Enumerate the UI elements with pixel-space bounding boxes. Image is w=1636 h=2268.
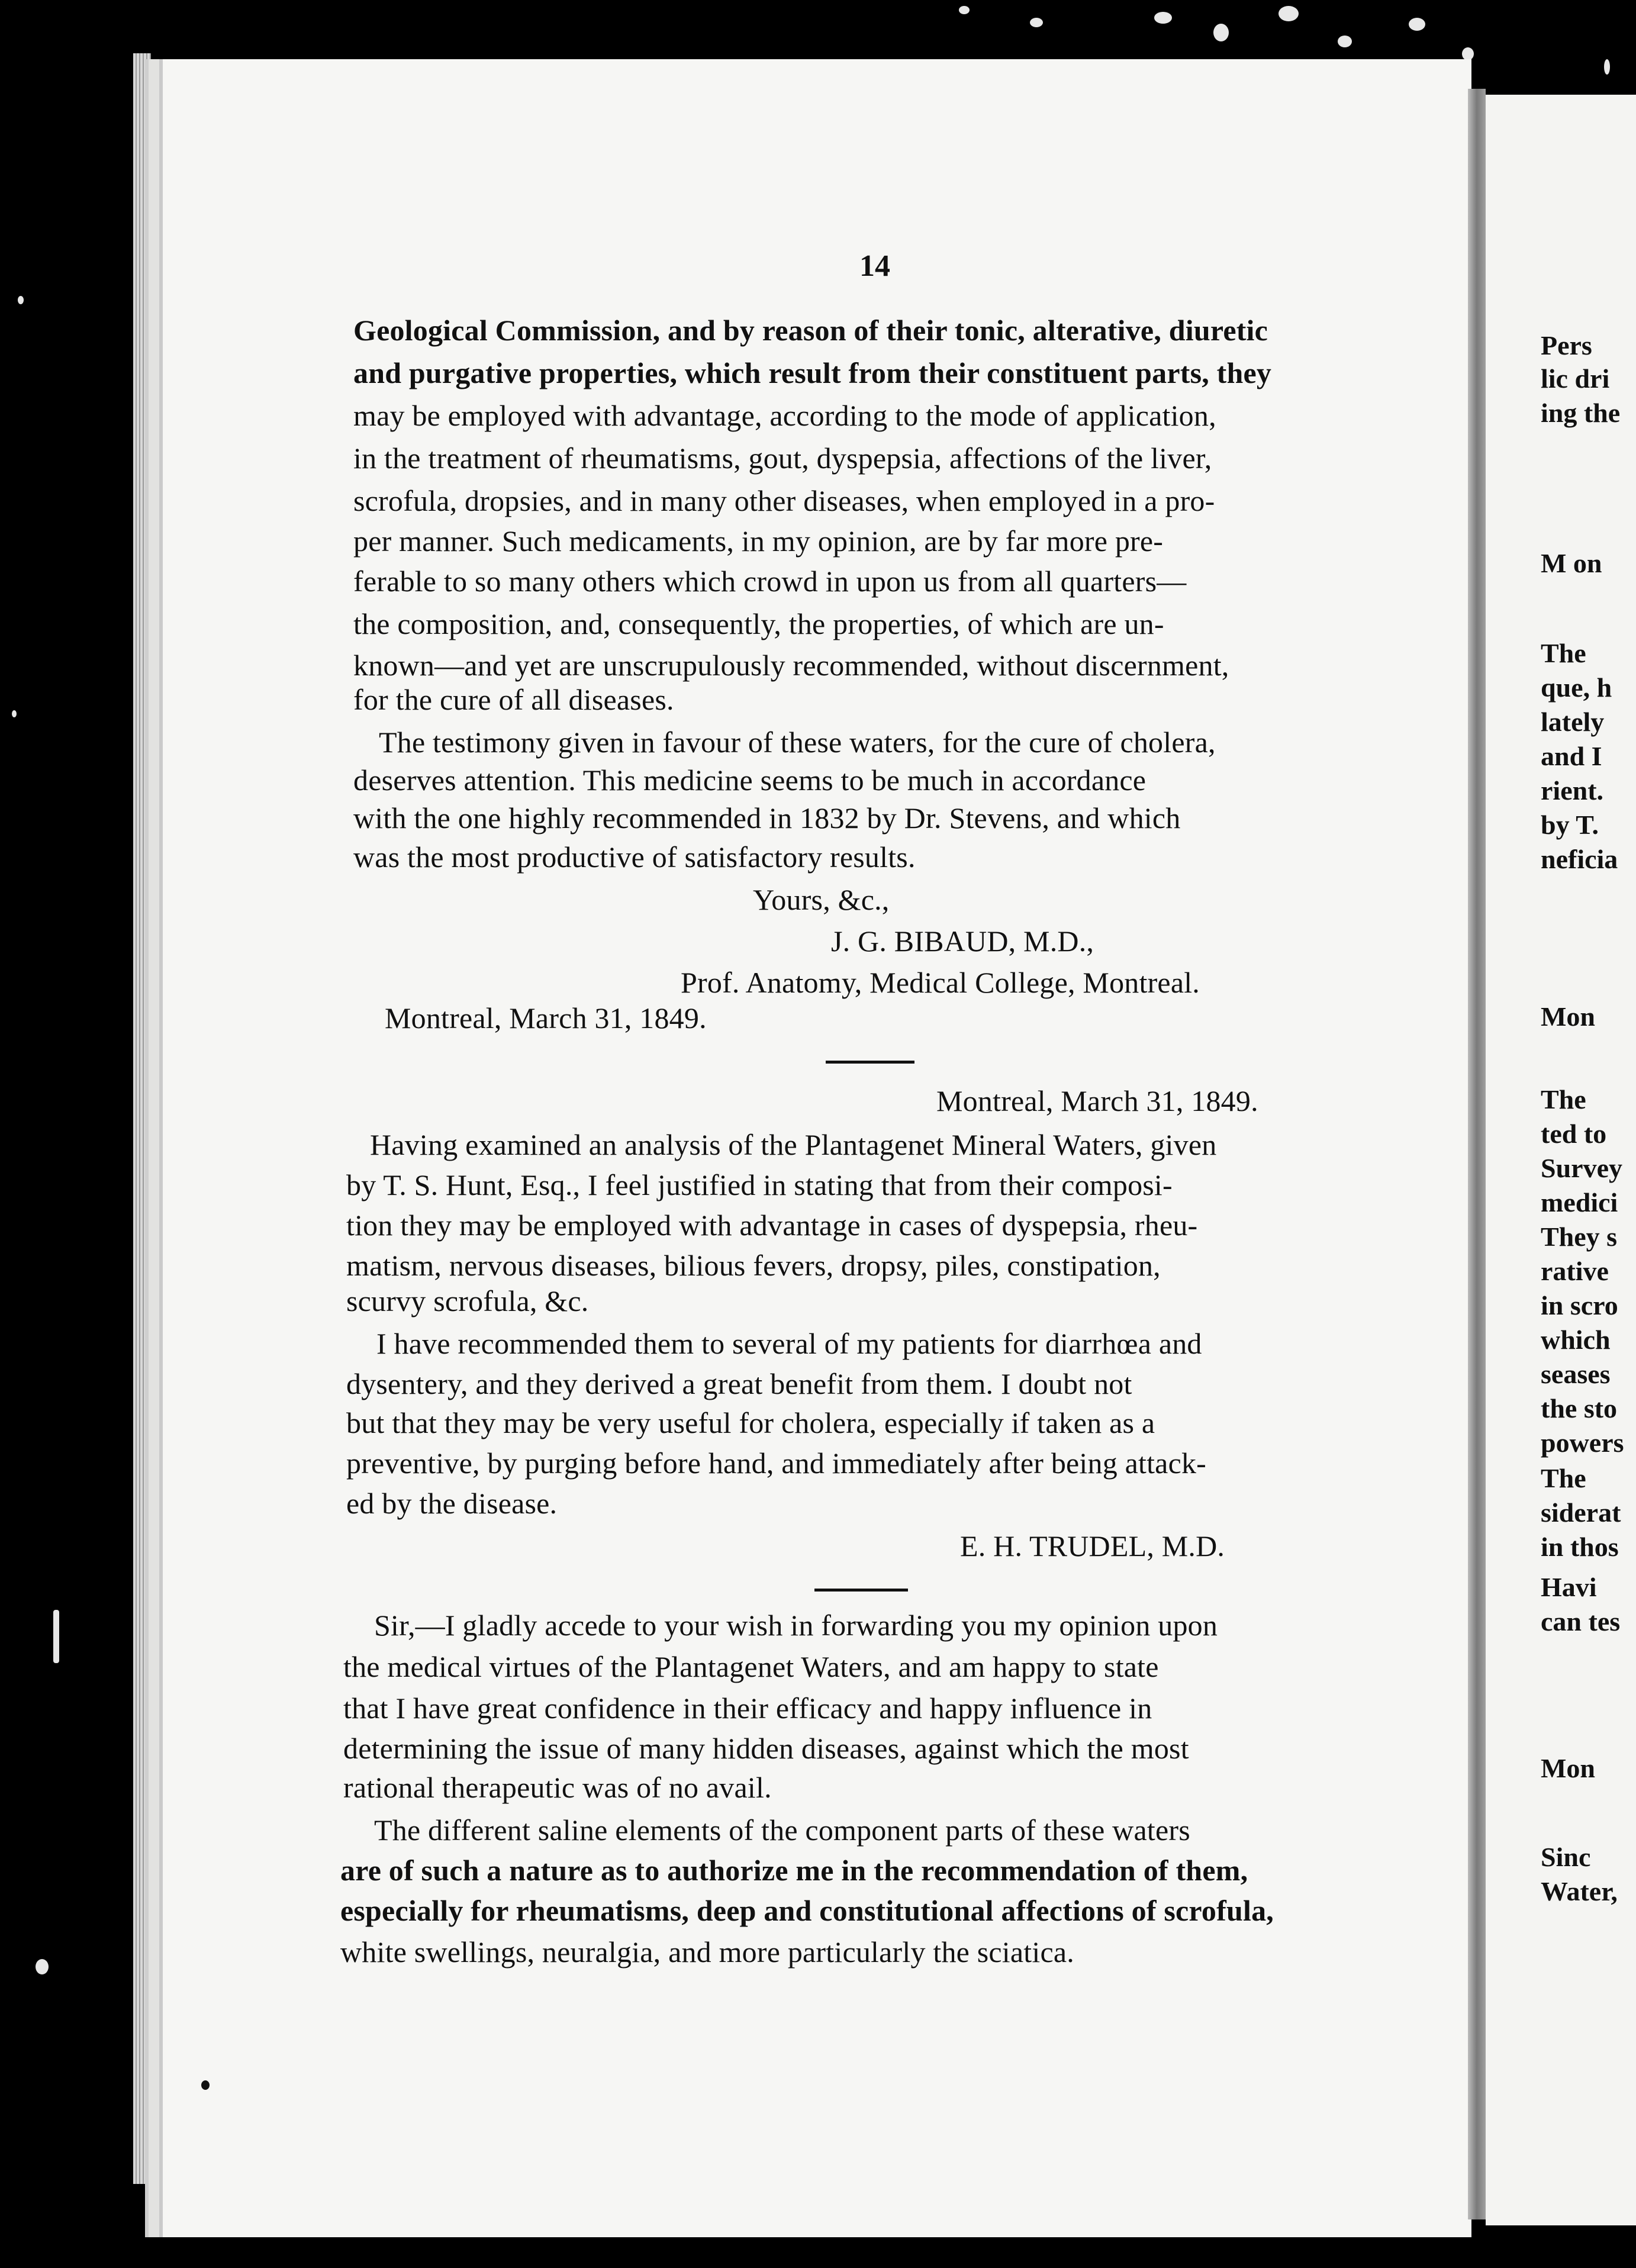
ink-spot	[201, 2080, 210, 2090]
text-line: per manner. Such medicaments, in my opinion, are by far more pre-	[353, 524, 1164, 558]
text-line: by T. S. Hunt, Esq., I feel justified in stating that from their composi-	[346, 1168, 1173, 1201]
right-page-line: siderat	[1541, 1497, 1621, 1528]
right-page-line: lic dri	[1541, 363, 1610, 394]
right-page-line: Pers	[1541, 330, 1592, 360]
text-line: tion they may be employed with advantage in cases of dyspepsia, rheu-	[346, 1209, 1198, 1242]
right-page-line: neficia	[1541, 844, 1618, 874]
text-line: Prof. Anatomy, Medical College, Montreal.	[681, 966, 1200, 999]
right-page-line: in scro	[1541, 1290, 1618, 1320]
text-line: determining the issue of many hidden diseases, against which the most	[343, 1732, 1189, 1765]
text-line: rational therapeutic was of no avail.	[343, 1771, 772, 1804]
right-page-line: Mon	[1541, 1001, 1595, 1032]
right-page-line: ted to	[1541, 1119, 1607, 1149]
scan-speck	[1030, 18, 1043, 27]
text-line: ferable to so many others which crowd in upon us from all quarters—	[353, 565, 1187, 598]
right-page-line: M on	[1541, 548, 1602, 578]
text-line: ed by the disease.	[346, 1487, 558, 1520]
text-line: scurvy scrofula, &c.	[346, 1284, 589, 1317]
right-page-line: lately	[1541, 707, 1605, 737]
right-page-line: rient.	[1541, 775, 1604, 806]
right-page-line: can tes	[1541, 1606, 1621, 1636]
scan-speck	[959, 6, 970, 14]
scan-speck	[1213, 24, 1229, 41]
text-line: white swellings, neuralgia, and more particularly the sciatica.	[340, 1935, 1074, 1969]
text-line: but that they may be very useful for cholera, especially if taken as a	[346, 1406, 1155, 1439]
right-page-line: in thos	[1541, 1532, 1619, 1562]
right-page-line: Survey	[1541, 1153, 1622, 1183]
right-page-line: medici	[1541, 1187, 1618, 1217]
text-line: especially for rheumatisms, deep and constitutional affections of scrofula,	[340, 1894, 1274, 1927]
text-line: E. H. TRUDEL, M.D.	[960, 1529, 1225, 1563]
text-line: matism, nervous diseases, bilious fevers, dropsy, piles, constipation,	[346, 1249, 1161, 1282]
text-line: The different saline elements of the component parts of these waters	[374, 1813, 1190, 1847]
text-line: for the cure of all diseases.	[353, 683, 674, 716]
book-gutter	[1468, 89, 1486, 2219]
text-line: was the most productive of satisfactory results.	[353, 840, 916, 874]
text-line: Yours, &c.,	[753, 883, 890, 916]
right-page-line: Sinc	[1541, 1842, 1591, 1872]
text-line: Montreal, March 31, 1849.	[936, 1084, 1258, 1117]
right-page-line: by T.	[1541, 810, 1599, 840]
right-page-line: Water,	[1541, 1876, 1618, 1906]
text-line: Having examined an analysis of the Plantagenet Mineral Waters, given	[370, 1128, 1217, 1161]
scan-speck	[1154, 12, 1172, 24]
scan-speck	[1462, 47, 1474, 60]
right-page-line: powers	[1541, 1428, 1624, 1458]
scan-speck	[1409, 18, 1425, 31]
scan-speck	[12, 710, 17, 717]
text-line: the medical virtues of the Plantagenet Waters, and am happy to state	[343, 1650, 1159, 1683]
scan-speck	[18, 296, 24, 304]
text-line: Montreal, March 31, 1849.	[385, 1001, 707, 1035]
text-line: and purgative properties, which result from their constituent parts, they	[353, 356, 1272, 389]
scan-speck	[1338, 36, 1352, 47]
text-line: J. G. BIBAUD, M.D.,	[831, 924, 1094, 958]
text-line: The testimony given in favour of these waters, for the cure of cholera,	[379, 726, 1216, 759]
right-page-line: and I	[1541, 741, 1602, 771]
right-page-line: ing the	[1541, 398, 1621, 428]
text-line: Sir,—I gladly accede to your wish in forwarding you my opinion upon	[374, 1609, 1218, 1642]
right-page-line: Havi	[1541, 1572, 1597, 1602]
right-page-line: The	[1541, 1084, 1586, 1114]
text-line: the composition, and, consequently, the properties, of which are un-	[353, 607, 1164, 640]
text-line: in the treatment of rheumatisms, gout, dyspepsia, affections of the liver,	[353, 442, 1212, 475]
page-number: 14	[859, 249, 890, 283]
text-line: scrofula, dropsies, and in many other diseases, when employed in a pro-	[353, 484, 1215, 517]
right-page-line: the sto	[1541, 1393, 1618, 1423]
right-page-line: The	[1541, 1463, 1586, 1493]
text-line: that I have great confidence in their efficacy and happy influence in	[343, 1692, 1152, 1725]
text-line: dysentery, and they derived a great benefit from them. I doubt not	[346, 1367, 1132, 1400]
right-page-line: que, h	[1541, 672, 1612, 703]
scan-speck	[53, 1610, 59, 1663]
scan-speck	[1604, 59, 1610, 75]
section-divider	[826, 1061, 914, 1064]
text-line: preventive, by purging before hand, and immediately after being attack-	[346, 1447, 1207, 1480]
text-line: Geological Commission, and by reason of their tonic, alterative, diuretic	[353, 314, 1268, 347]
right-page-line: Mon	[1541, 1753, 1595, 1783]
text-line: with the one highly recommended in 1832 by Dr. Stevens, and which	[353, 801, 1181, 835]
text-line: deserves attention. This medicine seems to be much in accordance	[353, 763, 1147, 797]
scan-speck	[36, 1959, 49, 1974]
text-line: may be employed with advantage, according to the mode of application,	[353, 399, 1216, 432]
section-divider	[814, 1589, 908, 1592]
text-line: I have recommended them to several of my patients for diarrhœa and	[376, 1327, 1202, 1360]
right-page-line: They s	[1541, 1222, 1618, 1252]
text-line: are of such a nature as to authorize me in the recommendation of them,	[340, 1854, 1248, 1887]
text-line: known—and yet are unscrupulously recommended, without discernment,	[353, 649, 1229, 682]
right-page-line: seases	[1541, 1359, 1611, 1389]
right-page-line: The	[1541, 638, 1586, 668]
scan-speck	[1278, 6, 1299, 21]
right-page-line: rative	[1541, 1256, 1609, 1286]
right-page-line: which	[1541, 1325, 1611, 1355]
